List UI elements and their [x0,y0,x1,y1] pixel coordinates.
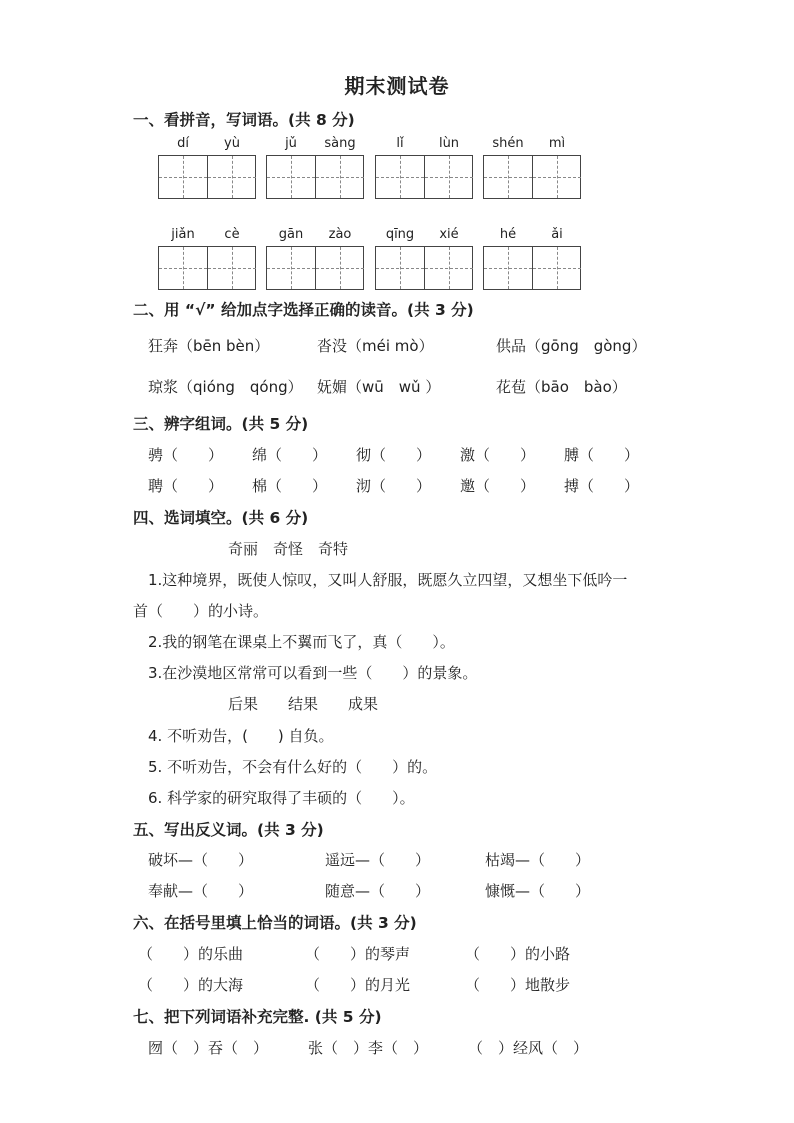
word-item[interactable]: 沏（ ） [356,477,432,495]
word-item[interactable]: 邀（ ） [460,477,536,495]
idiom-item[interactable]: （ ）经风（ ） [468,1039,589,1057]
antonym-item[interactable]: 遥远—（ ） [325,851,431,869]
pinyin-label: hé [499,227,517,242]
pinyin-label: gān [278,227,304,242]
pinyin-label: lùn [438,136,460,151]
pinyin-label: jiǎn [171,227,195,242]
word-item[interactable]: 棉（ ） [252,477,328,495]
writing-grid-box[interactable] [375,246,473,290]
reading-item[interactable]: 花苞（bāo bào） [496,378,627,396]
pinyin-label: zào [328,227,352,242]
pinyin-label: mì [548,136,566,151]
section-3-heading: 三、辨字组词。(共 5 分) [133,415,309,433]
writing-grid-box[interactable] [266,246,364,290]
word-item[interactable]: 膊（ ） [564,446,640,464]
reading-item[interactable]: 供品（gōng gòng） [496,337,647,355]
reading-item[interactable]: 妩媚（wū wǔ ） [317,378,441,396]
pinyin-label: qīng [385,227,415,242]
tianzige-cell[interactable] [425,247,473,289]
word-item[interactable]: 绵（ ） [252,446,328,464]
question-1-line-2[interactable]: 首（ ）的小诗。 [133,602,269,620]
word-choices: 奇丽 奇怪 奇特 [228,540,349,558]
section-4-heading: 四、选词填空。(共 6 分) [133,509,309,527]
tianzige-cell[interactable] [484,156,533,198]
section-5-heading: 五、写出反义词。(共 3 分) [133,821,324,839]
word-item[interactable]: 聘（ ） [148,477,224,495]
question-6[interactable]: 6. 科学家的研究取得了丰硕的（ ）。 [148,789,415,807]
section-6-heading: 六、在括号里填上恰当的词语。(共 3 分) [133,914,417,932]
pinyin-label: yù [224,136,240,151]
section-1-heading: 一、看拼音，写词语。(共 8 分) [133,111,355,129]
pinyin-label: jǔ [285,136,297,151]
word-item[interactable]: 骋（ ） [148,446,224,464]
word-item[interactable]: 彻（ ） [356,446,432,464]
tianzige-cell[interactable] [159,156,208,198]
question-3[interactable]: 3.在沙漠地区常常可以看到一些（ ）的景象。 [148,664,478,682]
writing-grid-box[interactable] [266,155,364,199]
tianzige-cell[interactable] [533,156,581,198]
fill-item[interactable]: （ ）的月光 [305,976,411,994]
antonym-item[interactable]: 随意—（ ） [325,882,431,900]
question-5[interactable]: 5. 不听劝告，不会有什么好的（ ）的。 [148,758,438,776]
fill-item[interactable]: （ ）的大海 [138,976,244,994]
tianzige-cell[interactable] [376,156,425,198]
writing-grid-box[interactable] [483,246,581,290]
pinyin-label: lǐ [396,136,404,151]
pinyin-label: dí [177,136,189,151]
section-2-heading: 二、用 “√” 给加点字选择正确的读音。(共 3 分) [133,301,474,319]
tianzige-cell[interactable] [159,247,208,289]
antonym-item[interactable]: 奉献—（ ） [148,882,254,900]
pinyin-label: ǎi [551,227,563,242]
tianzige-cell[interactable] [533,247,581,289]
tianzige-cell[interactable] [267,247,316,289]
fill-item[interactable]: （ ）的琴声 [305,945,411,963]
word-choices: 后果 结果 成果 [228,695,379,713]
question-2[interactable]: 2.我的钢笔在课桌上不翼而飞了，真（ ）。 [148,633,455,651]
pinyin-label: shén [492,136,524,151]
fill-item[interactable]: （ ）地散步 [465,976,571,994]
tianzige-cell[interactable] [376,247,425,289]
tianzige-cell[interactable] [208,156,256,198]
section-7-heading: 七、把下列词语补充完整. (共 5 分) [133,1008,382,1026]
tianzige-cell[interactable] [208,247,256,289]
reading-item[interactable]: 狂奔（bēn bèn） [148,337,270,355]
tianzige-cell[interactable] [484,247,533,289]
antonym-item[interactable]: 枯竭—（ ） [485,851,591,869]
word-item[interactable]: 搏（ ） [564,477,640,495]
tianzige-cell[interactable] [267,156,316,198]
pinyin-label: xié [439,227,459,242]
reading-item[interactable]: 琼浆（qióng qóng） [148,378,303,396]
idiom-item[interactable]: 囫（ ）吞（ ） [148,1039,269,1057]
fill-item[interactable]: （ ）的乐曲 [138,945,244,963]
writing-grid-box[interactable] [158,155,256,199]
tianzige-cell[interactable] [425,156,473,198]
fill-item[interactable]: （ ）的小路 [465,945,571,963]
tianzige-cell[interactable] [316,247,364,289]
idiom-item[interactable]: 张（ ）李（ ） [308,1039,429,1057]
pinyin-label: cè [224,227,240,242]
pinyin-label: sàng [324,136,356,151]
writing-grid-box[interactable] [375,155,473,199]
writing-grid-box[interactable] [483,155,581,199]
question-4[interactable]: 4. 不听劝告，( ) 自负。 [148,727,334,745]
writing-grid-box[interactable] [158,246,256,290]
question-1-line-1: 1.这种境界，既使人惊叹，又叫人舒服，既愿久立四望，又想坐下低吟一 [148,571,628,589]
word-item[interactable]: 激（ ） [460,446,536,464]
reading-item[interactable]: 沓没（méi mò） [317,337,434,355]
page-title: 期末测试卷 [344,74,450,98]
antonym-item[interactable]: 破坏—（ ） [148,851,254,869]
tianzige-cell[interactable] [316,156,364,198]
antonym-item[interactable]: 慷慨—（ ） [485,882,591,900]
